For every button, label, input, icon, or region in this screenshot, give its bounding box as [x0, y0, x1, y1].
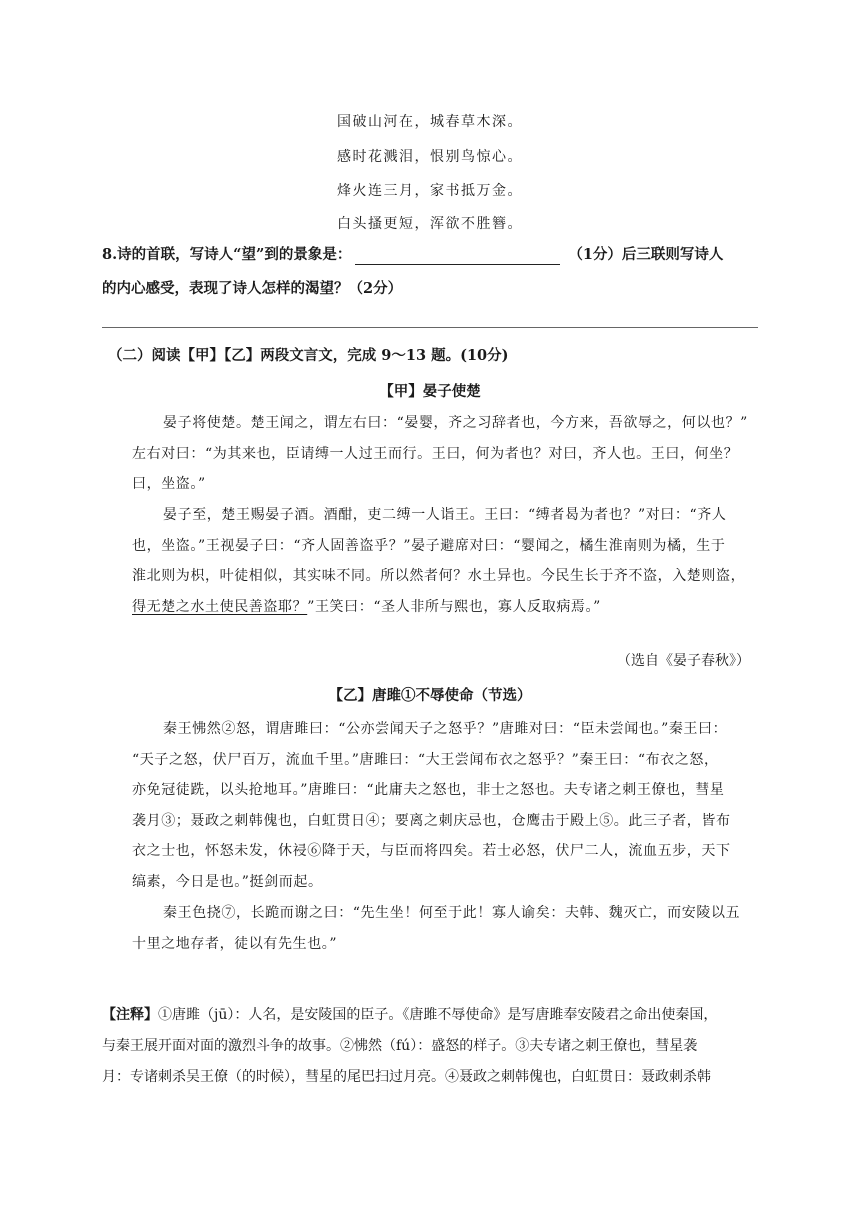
annotation-text: ①唐雎（jū）：人名，是安陵国的臣子。《唐雎不辱使命》是写唐雎奉安陵君之命出使秦国， — [158, 1007, 718, 1023]
passage-jia-source: （选自《晏子春秋》） — [617, 653, 750, 669]
passage-line-tail: ”王笑曰：“圣人非所与熙也，寡人反取病焉。” — [307, 598, 601, 615]
passage-line: 袭月③；聂政之刺韩傀也，白虹贯日④；要离之刺庆忌也，仓鹰击于殿上⑤。此三子者，皆布 — [132, 812, 731, 829]
poem-line-2: 感时花溅泪，恨别鸟惊心。 — [337, 149, 523, 165]
passage-line: 亦免冠徒跣，以头抢地耳。”唐雎曰：“此庸夫之怒也，非士之怒也。夫专诸之刺王僚也，彗星 — [132, 782, 725, 798]
passage-line: 左右对曰：“为其来也，臣请缚一人过王而行。王曰，何为者也？对曰，齐人也。王曰，何坐？ — [132, 445, 739, 462]
underlined-sentence: 得无楚之水土使民善盗耶？ — [132, 598, 308, 615]
passage-yi-title: 【乙】唐雎①不辱使命（节选） — [328, 687, 532, 704]
question-8-text-b: （1分）后三联则写诗人 — [568, 246, 724, 263]
passage-yi-para-1 — [132, 714, 760, 897]
question-8-text-c: 的内心感受，表现了诗人怎样的渴望？（2分） — [102, 280, 403, 297]
passage-line: 缟素，今日是也。”挺剑而起。 — [132, 873, 323, 890]
annotation-label: 【注释】 — [102, 1007, 158, 1023]
poem-line-4: 白头搔更短，浑欲不胜簪。 — [337, 216, 523, 232]
passage-jia-para-1 — [132, 408, 760, 500]
passage-jia-para-2 — [132, 500, 760, 622]
annotations — [102, 1000, 762, 1093]
passage-line: 也，坐盗。”王视晏子曰：“齐人固善盗乎？”晏子避席对曰：“婴闻之，橘生淮南则为橘，生于 — [132, 537, 726, 554]
passage-line: 曰，坐盗。” — [132, 476, 206, 492]
passage-line: “天子之怒，伏尸百万，流血千里。”唐雎曰：“大王尝闻布衣之怒乎？”秦王曰：“布衣之怒， — [132, 751, 719, 768]
annotation-line: 与秦王展开面对面的激烈斗争的故事。②怫然（fú）：盛怒的样子。③夫专诸之刺王僚也，彗星袭 — [102, 1038, 698, 1054]
passage-line: 十里之地存者，徒以有先生也。” — [132, 935, 338, 952]
passage-line: 秦王色挠⑦，长跪而谢之曰：“先生坐！何至于此！寡人谕矣：夫韩、魏灭亡，而安陵以五 — [163, 905, 741, 921]
passage-jia-title: 【甲】晏子使楚 — [379, 383, 481, 400]
passage-line — [132, 592, 760, 623]
passage-line: 晏子将使楚。楚王闻之，谓左右曰：“晏婴，齐之习辞者也，今方来，吾欲辱之，何以也？” — [163, 415, 748, 431]
passage-yi-para-2 — [132, 898, 760, 959]
passage-line: 晏子至，楚王赐晏子酒。酒酣，吏二缚一人诣王。王曰：“缚者曷为者也？”对曰：“齐人 — [163, 507, 727, 523]
question-8 — [102, 238, 762, 306]
answer-blank[interactable] — [355, 246, 560, 265]
question-8-text-a: 8.诗的首联，写诗人“望”到的景象是： — [102, 246, 352, 263]
poem-line-1: 国破山河在，城春草木深。 — [337, 114, 523, 130]
annotation-line — [102, 1000, 762, 1031]
divider — [102, 327, 758, 328]
annotation-line: 月：专诸刺杀吴王僚（的时候），彗星的尾巴扫过月亮。④聂政之刺韩傀也，白虹贯日：聂政刺杀韩 — [102, 1069, 711, 1085]
passage-line: 衣之士也，怀怒未发，休祲⑥降于天，与臣而将四矣。若士必怒，伏尸二人，流血五步，天下 — [132, 843, 731, 859]
passage-line: 秦王怫然②怒，谓唐雎曰：“公亦尝闻天子之怒乎？”唐雎对曰：“臣未尝闻也。”秦王曰： — [163, 721, 728, 737]
poem-line-3: 烽火连三月，家书抵万金。 — [337, 183, 523, 199]
passage-line: 淮北则为枳，叶徒相似，其实味不同。所以然者何？水土异也。今民生长于齐不盗，入楚则盗， — [132, 568, 746, 584]
section-heading: （二）阅读【甲】【乙】两段文言文，完成 9～13 题。(10分) — [108, 347, 509, 364]
